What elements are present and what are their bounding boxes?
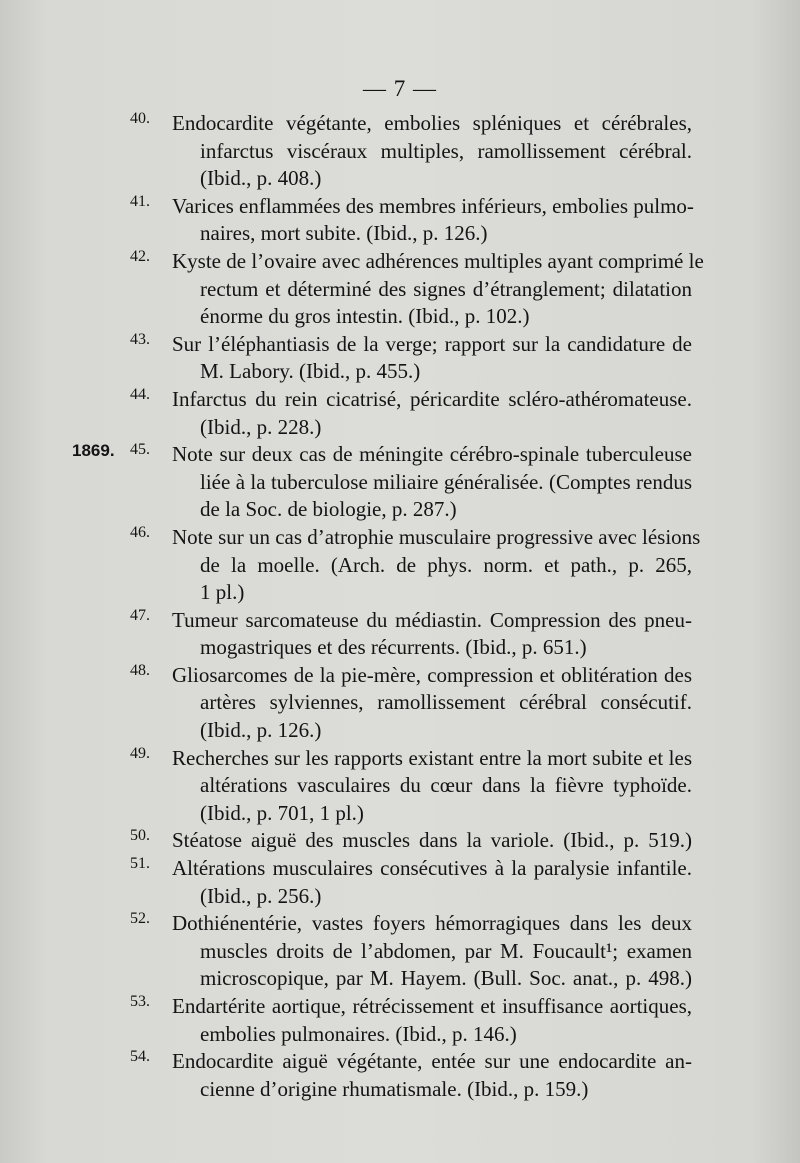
entry-line: Recherches sur les rapports existant entre la mort subite et les [172, 745, 692, 770]
entry-number: 45. [130, 441, 150, 459]
bibliography-entry [0, 331, 800, 386]
entry-number: 40. [130, 110, 150, 127]
entry-line: Infarctus du rein cicatrisé, péricardite scléro-athéromateuse. [172, 386, 692, 411]
entry-year: 1869. [72, 441, 115, 461]
entry-number: 47. [130, 606, 150, 624]
entry-line: (Ibid., p. 228.) [200, 414, 322, 439]
entry-line: Note sur deux cas de méningite cérébro-spinale tuberculeuse [172, 442, 692, 467]
entry-line: (Ibid., p. 256.) [200, 883, 322, 908]
entry-line: Endocardite végétante, embolies spléniques et cérébrales, [172, 111, 692, 135]
entry-line: microscopique, par M. Hayem. (Bull. Soc. anat., p. 498.) [200, 966, 692, 991]
entry-number: 51. [130, 855, 150, 873]
entry-line: (Ibid., p. 408.) [200, 166, 322, 191]
entry-number: 46. [130, 523, 150, 541]
bibliography-entry [0, 827, 800, 855]
entry-line: Altérations musculaires consécutives à la paralysie infantile. [172, 856, 692, 881]
bibliography-entry [0, 993, 800, 1048]
bibliography-entry [0, 441, 800, 524]
bibliography-entry [0, 193, 800, 248]
entry-line: infarctus viscéraux multiples, ramollissement cérébral. [200, 138, 692, 163]
entry-line: (Ibid., p. 701, 1 pl.) [200, 800, 364, 825]
entry-number: 49. [130, 744, 150, 762]
entry-number: 48. [130, 661, 150, 679]
entry-line: rectum et déterminé des signes d’étranglement; dilatation [200, 276, 692, 301]
entry-number: 50. [130, 827, 150, 845]
entry-line: Endocardite aiguë végétante, entée sur une endocardite an- [172, 1049, 692, 1074]
bibliography-entry [0, 662, 800, 745]
bibliography-entry [0, 110, 800, 193]
entry-line: liée à la tuberculose miliaire généralisée. (Comptes rendus [200, 469, 692, 494]
entry-line: altérations vasculaires du cœur dans la fièvre typhoïde. [200, 773, 692, 798]
entry-line: énorme du gros intestin. (Ibid., p. 102.) [200, 304, 530, 329]
bibliography-entry [0, 745, 800, 828]
entry-line: Gliosarcomes de la pie-mère, compression et oblitération des [172, 662, 692, 687]
entry-line: Endartérite aortique, rétrécissement et insuffisance aortiques, [172, 994, 692, 1018]
entry-number: 53. [130, 993, 150, 1010]
entry-line: Varices enflammées des membres inférieurs, embolies pulmo- [172, 193, 694, 218]
entry-line: Note sur un cas d’atrophie musculaire progressive avec lésions [172, 524, 701, 549]
bibliography-entry [0, 910, 800, 993]
entry-number: 44. [130, 385, 150, 403]
entry-number: 42. [130, 247, 150, 265]
entry-line: mogastriques et des récurrents. (Ibid., p. 651.) [200, 635, 587, 660]
bibliography-entry [0, 524, 800, 607]
entry-line: Dothiénentérie, vastes foyers hémorragiques dans les deux [172, 911, 692, 936]
entry-number: 43. [130, 330, 150, 348]
entry-line: 1 pl.) [200, 580, 245, 605]
page-number: — 7 — [363, 76, 437, 101]
entry-number: 52. [130, 910, 150, 928]
bibliography-entry [0, 1048, 800, 1103]
entry-line: (Ibid., p. 126.) [200, 718, 322, 743]
entry-line: muscles droits de l’abdomen, par M. Foucault¹; examen [200, 938, 692, 963]
entry-line: Kyste de l’ovaire avec adhérences multiples ayant comprimé le [172, 248, 704, 273]
entry-line: de la Soc. de biologie, p. 287.) [200, 497, 457, 522]
entry-number: 54. [130, 1048, 150, 1066]
entry-line: Stéatose aiguë des muscles dans la variole. (Ibid., p. 519.) [172, 828, 692, 853]
entry-line: Sur l’éléphantiasis de la verge; rapport sur la candidature de [172, 331, 692, 356]
entry-line: embolies pulmonaires. (Ibid., p. 146.) [200, 1021, 517, 1046]
bibliography-list [0, 110, 800, 1103]
entry-line: naires, mort subite. (Ibid., p. 126.) [200, 221, 488, 246]
entry-number: 41. [130, 192, 150, 210]
bibliography-entry [0, 855, 800, 910]
entry-line: Tumeur sarcomateuse du médiastin. Compression des pneu- [172, 607, 692, 632]
bibliography-entry [0, 607, 800, 662]
bibliography-entry [0, 386, 800, 441]
entry-line: cienne d’origine rhumatismale. (Ibid., p. 159.) [200, 1076, 589, 1101]
entry-line: artères sylviennes, ramollissement cérébral consécutif. [200, 690, 692, 715]
entry-line: de la moelle. (Arch. de phys. norm. et path., p. 265, [200, 552, 692, 577]
entry-line: M. Labory. (Ibid., p. 455.) [200, 359, 421, 384]
bibliography-entry [0, 248, 800, 331]
